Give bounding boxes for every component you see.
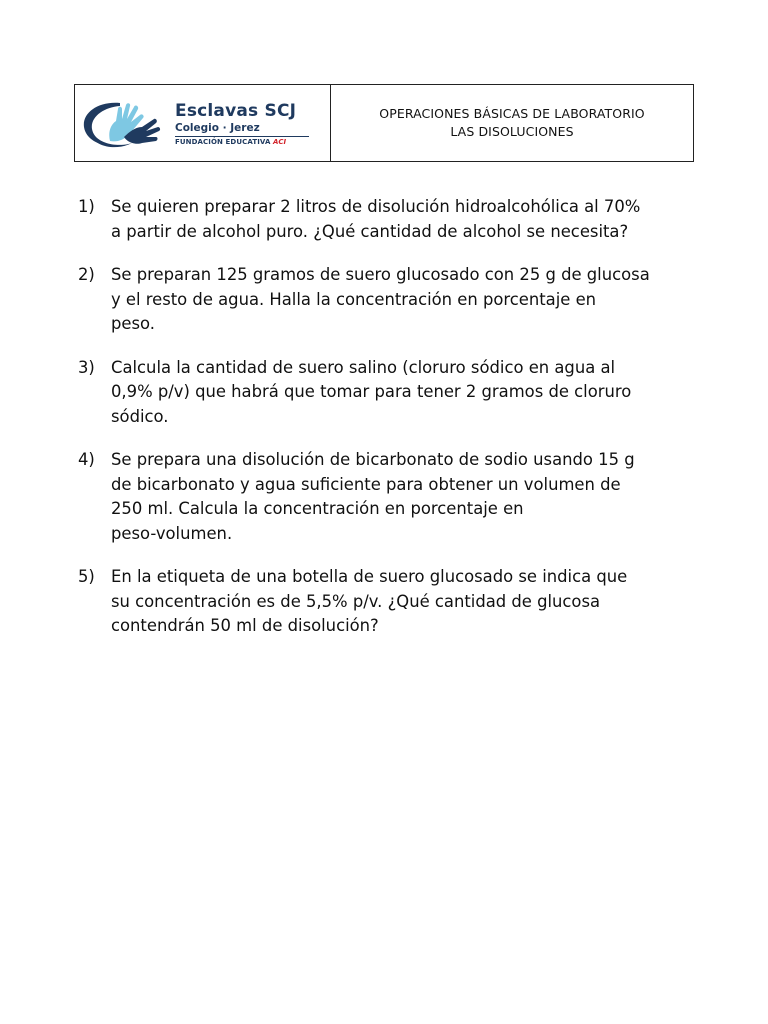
question-number: 5) [78,567,95,586]
logo-divider [175,136,309,137]
school-logo-icon [80,97,166,151]
question-text [111,356,698,430]
question-line: Calcula la cantidad de suero salino (cloruro sódico en agua al [111,357,616,377]
question-line: Se quieren preparar 2 litros de disolución hidroalcohólica al 70% [111,197,641,216]
question-number: 2) [78,265,95,284]
question-line: su concentración es de 5,5% p/v. ¿Qué cantidad de glucosa [111,591,601,611]
question-line: a partir de alcohol puro. ¿Qué cantidad de alcohol se necesita? [111,221,629,241]
question-line: sódico. [111,406,169,426]
question-number: 1) [78,197,95,216]
question-line: peso-volumen. [111,523,233,543]
question-number: 3) [78,357,95,377]
question-line: En la etiqueta de una botella de suero glucosado se indica que [111,567,628,586]
question-line: 250 ml. Calcula la concentración en porcentaje en [111,499,524,518]
document-subtitle: LAS DISOLUCIONES [450,124,574,139]
document-title: OPERACIONES BÁSICAS DE LABORATORIO [379,106,645,121]
logo-foundation-text: FUNDACIÓN EDUCATIVA [175,138,271,146]
question-item [78,356,698,430]
question-item [78,448,698,546]
question-number: 4) [78,450,95,469]
question-line: Se prepara una disolución de bicarbonato de sodio usando 15 g [111,450,635,469]
logo-foundation [175,138,286,146]
logo-name: Esclavas SCJ [175,101,297,121]
question-line: 0,9% p/v) que habrá que tomar para tener 2 gramos de cloruro [111,382,632,401]
question-text [111,565,698,639]
question-text [111,263,698,337]
question-line: de bicarbonato y agua suficiente para obtener un volumen de [111,474,621,494]
title-cell [331,85,693,161]
header-table [74,84,694,162]
question-line: contendrán 50 ml de disolución? [111,616,379,635]
logo-cell [75,85,331,161]
question-line: Se preparan 125 gramos de suero glucosado con 25 g de glucosa [111,265,650,284]
question-item [78,565,698,639]
question-text [111,195,698,244]
question-line: y el resto de agua. Halla la concentración en porcentaje en [111,289,597,309]
logo-subtitle: Colegio · Jerez [175,122,260,134]
question-line: peso. [111,314,155,333]
question-list [78,195,698,658]
logo-foundation-accent: ACI [273,138,287,146]
question-text [111,448,698,546]
question-item [78,195,698,244]
question-item [78,263,698,337]
